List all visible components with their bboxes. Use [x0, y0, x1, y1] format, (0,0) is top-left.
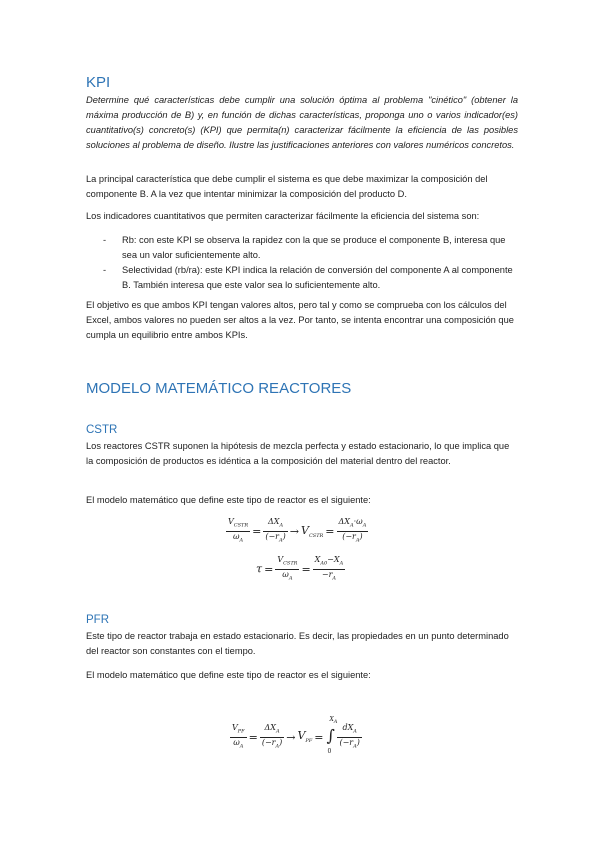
bullet-text: Selectividad (rb/ra): este KPI indica la relación de conversión del componente A al componente B. También interesa que este valor sea lo suficientemente alto.: [122, 265, 513, 290]
modelo-heading: MODELO MATEMÁTICO REACTORES: [86, 380, 352, 397]
pfr-equation: $\frac{V_{PF}}{\omega_A}$ = $\frac{\Delta X_A}{(-r_A)}$ → $V_{PF}$ = $X_A$ ∫ 0 $\frac{dX_A}{(-r_A)}$: [232, 716, 360, 755]
cstr-paragraph-2: El modelo matemático que define este tipo de reactor es el siguiente:: [86, 495, 371, 505]
bullet-marker: -: [103, 265, 107, 275]
pfr-paragraph-2: El modelo matemático que define este tipo de reactor es el siguiente:: [86, 670, 371, 680]
kpi-paragraph-1: La principal característica que debe cumplir el sistema es que debe maximizar la composición del componente B. A la vez que intentar minimizar la composición del producto D.: [86, 174, 488, 199]
cstr-paragraph-1: Los reactores CSTR suponen la hipótesis de mezcla perfecta y estado estacionario, lo que implica que la composición de productos es idéntica a la composición del material dentro del reactor.: [86, 441, 510, 466]
cstr-equation-2: τ = $\frac{V_{CSTR}}{\omega_A}$ = $\frac{X_{A0}-X_A}{-r_A}$: [256, 555, 344, 582]
kpi-heading: KPI: [86, 74, 111, 91]
cstr-equation-1: $\frac{V_{CSTR}}{\omega_A}$ = $\frac{\Delta X_A}{(-r_A)}$ → $V_{CSTR}$ = $\frac{\Delta X_A\cdot\omega_A}{(-r_A)}$: [228, 517, 367, 544]
bullet-marker: -: [103, 235, 107, 245]
bullet-text: Rb: con este KPI se observa la rapidez con la que se produce el componente B, interesa que sea un valor suficientemente alto.: [122, 235, 506, 260]
pfr-heading: PFR: [86, 614, 109, 626]
kpi-paragraph-3: El objetivo es que ambos KPI tengan valores altos, pero tal y como se comprueba con los cálculos del Excel, ambos valores no pueden ser altos a la vez. Por tanto, se intenta encontrar una composición que cumpla un equilibrio entre ambos KPIs.: [86, 300, 514, 340]
cstr-heading: CSTR: [86, 424, 118, 436]
kpi-paragraph-2: Los indicadores cuantitativos que permiten caracterizar fácilmente la eficiencia del sistema son:: [86, 211, 480, 221]
kpi-question: Determine qué características debe cumplir una solución óptima al problema "cinético" (obtener la máxima producción de B) y, en función de dichas características, proponga uno o varios indicador(es) cuantitativo(s) concreto(s) (KPI) que permita(n) caracterizar fácilmente la eficiencia de las posibles soluciones al problema de diseño. Ilustre las justificaciones anteriores con valores numéricos concretos.: [86, 95, 518, 150]
pfr-paragraph-1: Este tipo de reactor trabaja en estado estacionario. Es decir, las propiedades en un punto determinado del reactor son constantes con el tiempo.: [86, 631, 509, 656]
